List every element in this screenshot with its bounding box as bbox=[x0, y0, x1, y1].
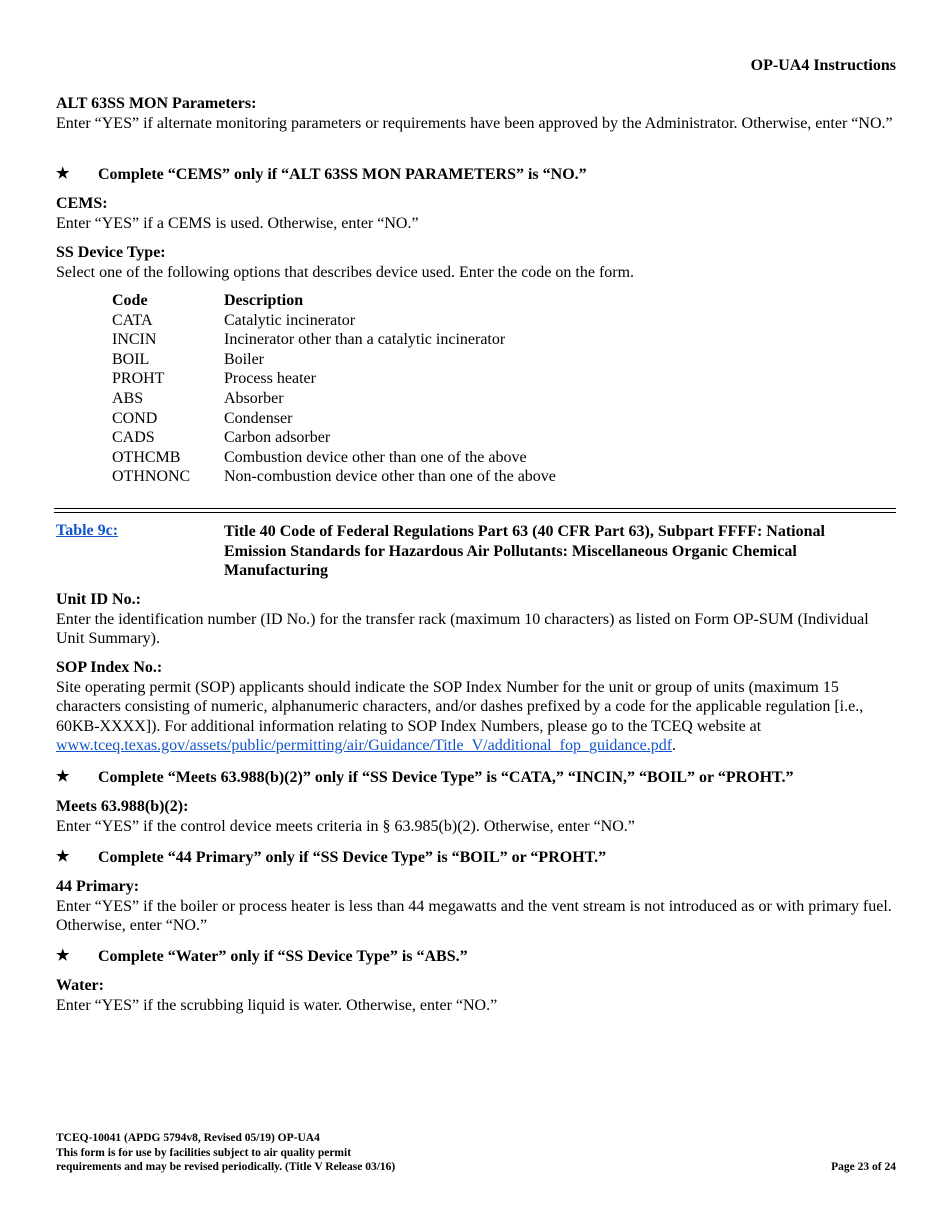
star-water-note bbox=[56, 947, 896, 967]
code-column-header: Code bbox=[112, 292, 148, 309]
ss-device-text: Select one of the following options that describes device used. Enter the code on the form. bbox=[56, 263, 635, 281]
primary-44-label: 44 Primary: bbox=[56, 878, 140, 895]
star-cems-note bbox=[56, 165, 896, 185]
page-number: Page 23 of 24 bbox=[831, 1161, 896, 1173]
section-divider-bottom bbox=[54, 512, 896, 513]
tceq-guidance-link[interactable]: www.tceq.texas.gov/assets/public/permitting/air/Guidance/Title_V/additional_fop_guidance.pdf bbox=[56, 737, 673, 754]
description-cell: Process heater bbox=[224, 370, 316, 388]
code-cell: ABS bbox=[112, 389, 144, 407]
sop-index-paragraph bbox=[56, 678, 896, 756]
description-cell: Catalytic incinerator bbox=[224, 311, 356, 329]
section-divider-top bbox=[54, 508, 896, 509]
code-cell: OTHNONC bbox=[112, 468, 191, 486]
code-cell: COND bbox=[112, 409, 158, 427]
code-cell: CATA bbox=[112, 311, 153, 329]
meets-text: Enter “YES” if the control device meets criteria in § 63.985(b)(2). Otherwise, enter “NO.” bbox=[56, 817, 635, 835]
footer-form-id: TCEQ-10041 (APDG 5794v8, Revised 05/19) OP-UA4 bbox=[56, 1132, 320, 1144]
cems-label: CEMS: bbox=[56, 195, 108, 212]
star-cems-text: Complete “CEMS” only if “ALT 63SS MON PARAMETERS” is “NO.” bbox=[98, 166, 587, 183]
description-cell: Boiler bbox=[224, 350, 264, 368]
table-row bbox=[112, 467, 556, 487]
code-cell: CADS bbox=[112, 429, 155, 447]
code-cell: PROHT bbox=[112, 370, 165, 388]
sop-index-text: Site operating permit (SOP) applicants should indicate the SOP Index Number for the unit or group of units (maximum 15 characters consisting of numeric, alphanumeric characters, and/or dashes prefixed by a code for the applicable regulation [i.e., 60KB-XXXX]). For additional information relating to SOP Index Numbers, please go to the TCEQ website at bbox=[56, 678, 864, 735]
primary-44-text: Enter “YES” if the boiler or process heater is less than 44 megawatts and the vent stream is not introduced as or with primary fuel. Otherwise, enter “NO.” bbox=[56, 897, 892, 934]
ss-device-section bbox=[56, 243, 896, 282]
sop-index-end: . bbox=[672, 737, 677, 754]
alt-63ss-label: ALT 63SS MON Parameters: bbox=[56, 95, 257, 112]
star-meets-note bbox=[56, 768, 896, 788]
description-cell: Condenser bbox=[224, 409, 293, 427]
alt-63ss-text: Enter “YES” if alternate monitoring parameters or requirements have been approved by the Administrator. Otherwise, enter “NO.” bbox=[56, 114, 893, 132]
table-row bbox=[112, 369, 556, 389]
description-cell: Carbon adsorber bbox=[224, 429, 331, 447]
unit-id-label: Unit ID No.: bbox=[56, 591, 141, 608]
star-icon: ★ bbox=[56, 849, 70, 865]
description-cell: Non-combustion device other than one of the above bbox=[224, 468, 556, 486]
star-44-note bbox=[56, 848, 896, 868]
table-row bbox=[112, 409, 556, 429]
water-text: Enter “YES” if the scrubbing liquid is water. Otherwise, enter “NO.” bbox=[56, 996, 498, 1014]
star-icon: ★ bbox=[56, 166, 70, 182]
code-table-header-row bbox=[112, 291, 556, 311]
alt-63ss-section bbox=[56, 94, 896, 133]
table-row bbox=[112, 448, 556, 468]
description-cell: Absorber bbox=[224, 389, 284, 407]
star-meets-text: Complete “Meets 63.988(b)(2)” only if “SS Device Type” is “CATA,” “INCIN,” “BOIL” or “PROHT.” bbox=[98, 769, 794, 786]
table-9c-title: Title 40 Code of Federal Regulations Part 63 (40 CFR Part 63), Subpart FFFF: National Emission Standards for Hazardous Air Pollutants: Miscellaneous Organic Chemical Manufacturing bbox=[224, 523, 825, 579]
table-row bbox=[112, 350, 556, 370]
star-icon: ★ bbox=[56, 948, 70, 964]
table-9c-link[interactable]: Table 9c: bbox=[56, 522, 119, 539]
water-label: Water: bbox=[56, 977, 104, 994]
description-cell: Combustion device other than one of the above bbox=[224, 448, 527, 466]
star-44-text: Complete “44 Primary” only if “SS Device Type” is “BOIL” or “PROHT.” bbox=[98, 849, 607, 866]
description-cell: Incinerator other than a catalytic incinerator bbox=[224, 331, 506, 349]
star-icon: ★ bbox=[56, 769, 70, 785]
page-header-title: OP-UA4 Instructions bbox=[750, 57, 896, 74]
code-cell: OTHCMB bbox=[112, 448, 181, 466]
unit-id-section bbox=[56, 590, 896, 649]
ss-device-label: SS Device Type: bbox=[56, 244, 166, 261]
meets-section bbox=[56, 797, 896, 836]
star-water-text: Complete “Water” only if “SS Device Type” is “ABS.” bbox=[98, 948, 468, 965]
code-cell: BOIL bbox=[112, 350, 150, 368]
table-row bbox=[112, 389, 556, 409]
cems-text: Enter “YES” if a CEMS is used. Otherwise, enter “NO.” bbox=[56, 214, 419, 232]
device-code-table bbox=[112, 291, 556, 487]
table-row bbox=[112, 330, 556, 350]
meets-label: Meets 63.988(b)(2): bbox=[56, 798, 189, 815]
footer-usage-line: This form is for use by facilities subject to air quality permit bbox=[56, 1146, 352, 1159]
table-row bbox=[112, 428, 556, 448]
code-cell: INCIN bbox=[112, 331, 157, 349]
sop-index-section bbox=[56, 658, 896, 756]
cems-section bbox=[56, 194, 896, 233]
unit-id-text: Enter the identification number (ID No.) for the transfer rack (maximum 10 characters) as listed on Form OP-SUM (Individual Unit Summary). bbox=[56, 610, 869, 647]
sop-index-label: SOP Index No.: bbox=[56, 659, 163, 676]
footer-revision-line: requirements and may be revised periodically. (Title V Release 03/16) bbox=[56, 1161, 396, 1173]
primary-44-section bbox=[56, 877, 896, 936]
page-footer bbox=[56, 1131, 896, 1175]
table-row bbox=[112, 311, 556, 331]
code-table-wrapper bbox=[56, 291, 896, 487]
water-section bbox=[56, 976, 896, 1015]
description-column-header: Description bbox=[224, 292, 304, 309]
